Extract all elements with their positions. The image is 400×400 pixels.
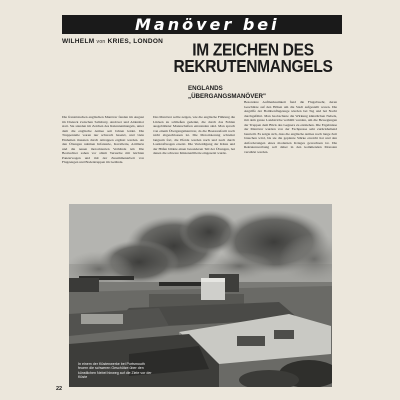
body-column-1: Die französischen englischen Manöver fanden im August im Dreieck zwischen Salisbury, Andover und Aldershot statt. Sie standen im Zeichen des Rekrutenmangels, unter dem die englische Armee seit Jahren leidet. Die Truppenteile waren nur schwach besetzt, und viele Einheiten mussten durch Attrappen ergänzt werden. An den Übungen nahmen Infanterie, Kavallerie, Artillerie und die neuen motorisierten Verbände teil. Die Beobachter sahen vor allem Versuche mit leichten Panzerwagen und mit der Zusammenarbeit von Flugzeugen und Bodentruppen im Gelände.: [62, 115, 144, 164]
article-subheadline: [168, 85, 343, 101]
body-column-3: Besondere Aufmerksamkeit fand die Flugabwehr, deren Geschütze auf den Höhen um die Stadt aufgestellt waren. Die Angriffe der Bombenflugzeuge wurden bei Tag und bei Nacht durchgeführt. Man beobachtete die Wirkung künstlichen Nebels, mit dem ganze Landstriche verhüllt wurden, um die Bewegungen der Truppen dem Blick des Gegners zu entziehen. Die Ergebnisse der Manöver wurden von der Fachpresse sehr zurückhaltend beurteilt. Es zeigte sich, dass die englische Armee noch lange Zeit brauchen wird, bis sie die geplante Stärke erreicht hat und den Anforderungen eines modernen Krieges gewachsen ist. Die Rekrutenwerbung soll daher in den kommenden Monaten verstärkt werden.: [244, 100, 337, 154]
subheadline-line-2: „ÜBERGANGSMANÖVER": [188, 93, 266, 100]
headline-line-2: REKRUTENMANGELS: [173, 57, 333, 77]
subheadline-line-1: ENGLANDS: [188, 85, 223, 92]
author-name-particle: von: [96, 39, 106, 45]
author-name-rest: KRIES, LONDON: [107, 38, 164, 45]
body-column-2: Das Manöver sollte zeigen, wie die englische Führung die Lücken zu schließen gedenkt, die durch das Fehlen ausgebildeter Mannschaften entstanden sind. Man sprach von einem Übergangsmanöver, da die Heeresreform noch nicht abgeschlossen ist. Die Motorisierung schreitet langsam fort, die Pferde werden nach und nach durch Lastkraftwagen ersetzt. Die Verteidigung der Küste und der Häfen bildete einen besonderen Teil der Übungen, bei denen die schwere Küstenartillerie eingesetzt wurde.: [153, 115, 235, 155]
headline-line-1: IM ZEICHEN DES: [192, 40, 314, 60]
author-byline: [62, 38, 163, 45]
banner-title: Manöver bei: [135, 15, 280, 34]
author-name-first: WILHELM: [62, 38, 95, 45]
photo-caption: In einem der Küstenwerke bei Portsmouth feuern die schweren Geschütze über den künstlichen Nebel hinweg auf die Ziele vor der Küste: [78, 362, 152, 380]
article-headline: [168, 42, 338, 76]
coastal-battery-photo: [69, 204, 332, 387]
page-number: 22: [56, 386, 63, 392]
